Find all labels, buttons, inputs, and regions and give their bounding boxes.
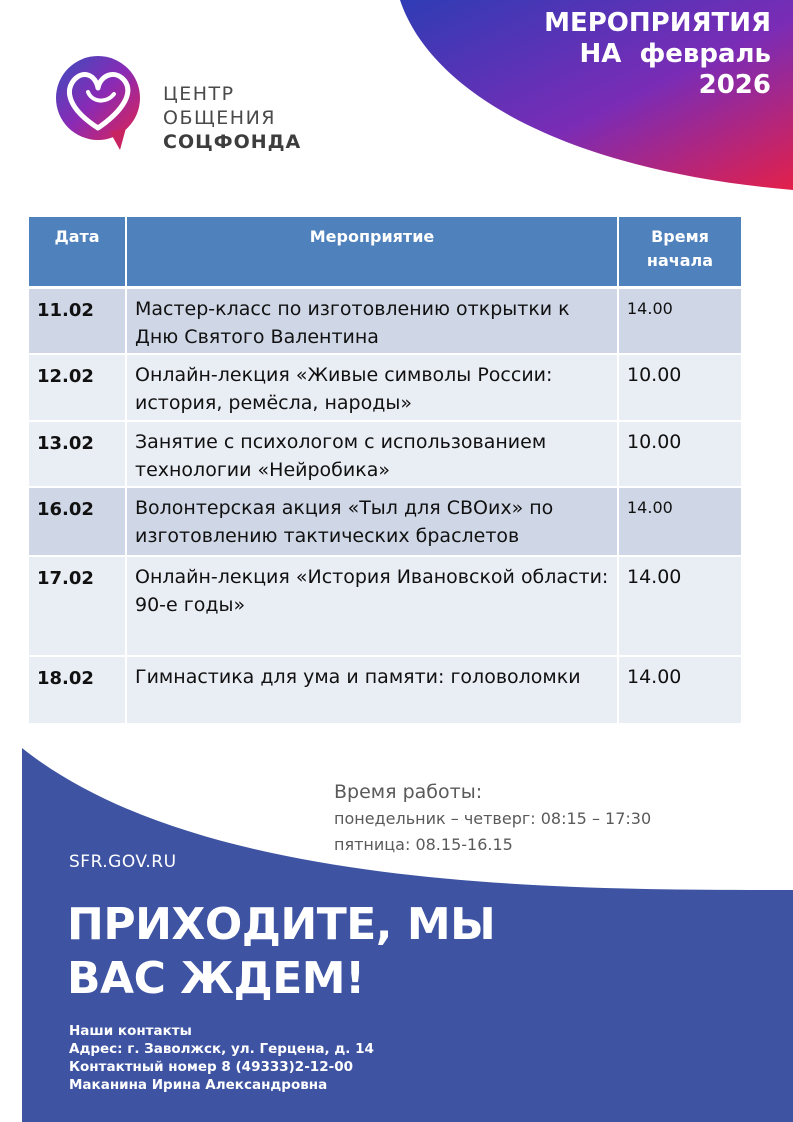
row-time: 14.00 — [618, 487, 741, 556]
title-line-3: 2026 — [698, 70, 771, 100]
hours-friday: пятница: 08.15-16.15 — [334, 835, 513, 854]
contacts-phone: Контактный номер 8 (49333)2-12-00 — [69, 1059, 353, 1075]
row-date: 12.02 — [29, 354, 126, 421]
website-link[interactable]: SFR.GOV.RU — [69, 852, 177, 872]
row-time: 14.00 — [618, 656, 741, 724]
row-time: 10.00 — [618, 421, 741, 487]
column-header-date: Дата — [29, 217, 126, 287]
logo-line-3: СОЦФОНДА — [163, 131, 302, 153]
slogan — [67, 898, 495, 1006]
row-date: 16.02 — [29, 487, 126, 556]
contacts-title: Наши контакты — [69, 1023, 192, 1039]
row-date: 13.02 — [29, 421, 126, 487]
contacts-address: Адрес: г. Заволжск, ул. Герцена, д. 14 — [69, 1041, 374, 1057]
logo-line-2: ОБЩЕНИЯ — [163, 107, 276, 129]
title-line-2: НА февраль — [579, 39, 771, 69]
row-time: 14.00 — [618, 287, 741, 354]
contacts-block — [69, 1022, 374, 1094]
column-header-event: Мероприятие — [126, 217, 618, 287]
table-row — [29, 656, 741, 724]
title-line-1: МЕРОПРИЯТИЯ — [544, 8, 771, 38]
table-row — [29, 287, 741, 354]
hours-weekdays: понедельник – четверг: 08:15 – 17:30 — [334, 809, 652, 828]
row-event: Мастер-класс по изготовлению открытки к Дню Святого Валентина — [126, 287, 618, 354]
row-event: Онлайн-лекция «История Ивановской области: 90-е годы» — [126, 556, 618, 656]
events-table — [29, 217, 741, 725]
row-time: 14.00 — [618, 556, 741, 656]
table-header-row — [29, 217, 741, 287]
row-date: 11.02 — [29, 287, 126, 354]
row-time: 10.00 — [618, 354, 741, 421]
row-event: Гимнастика для ума и памяти: головоломки — [126, 656, 618, 724]
row-event: Онлайн-лекция «Живые символы России: история, ремёсла, народы» — [126, 354, 618, 421]
contacts-person: Маканина Ирина Александровна — [69, 1077, 328, 1093]
table-row — [29, 421, 741, 487]
working-hours — [334, 778, 651, 858]
heart-speech-bubble-icon — [48, 52, 148, 152]
row-event: Занятие с психологом с использованием технологии «Нейробика» — [126, 421, 618, 487]
row-date: 17.02 — [29, 556, 126, 656]
table-row — [29, 354, 741, 421]
row-event: Волонтерская акция «Тыл для СВОих» по изготовлению тактических браслетов — [126, 487, 618, 556]
column-header-time: Время начала — [618, 217, 741, 287]
page-title — [544, 8, 771, 101]
table-row — [29, 556, 741, 656]
logo-line-1: ЦЕНТР — [163, 83, 235, 105]
logo-wordmark — [163, 82, 301, 154]
table-row — [29, 487, 741, 556]
hours-title: Время работы: — [334, 781, 483, 803]
row-date: 18.02 — [29, 656, 126, 724]
slogan-line-2: ВАС ЖДЕМ! — [67, 953, 365, 1004]
slogan-line-1: ПРИХОДИТЕ, МЫ — [67, 899, 496, 950]
